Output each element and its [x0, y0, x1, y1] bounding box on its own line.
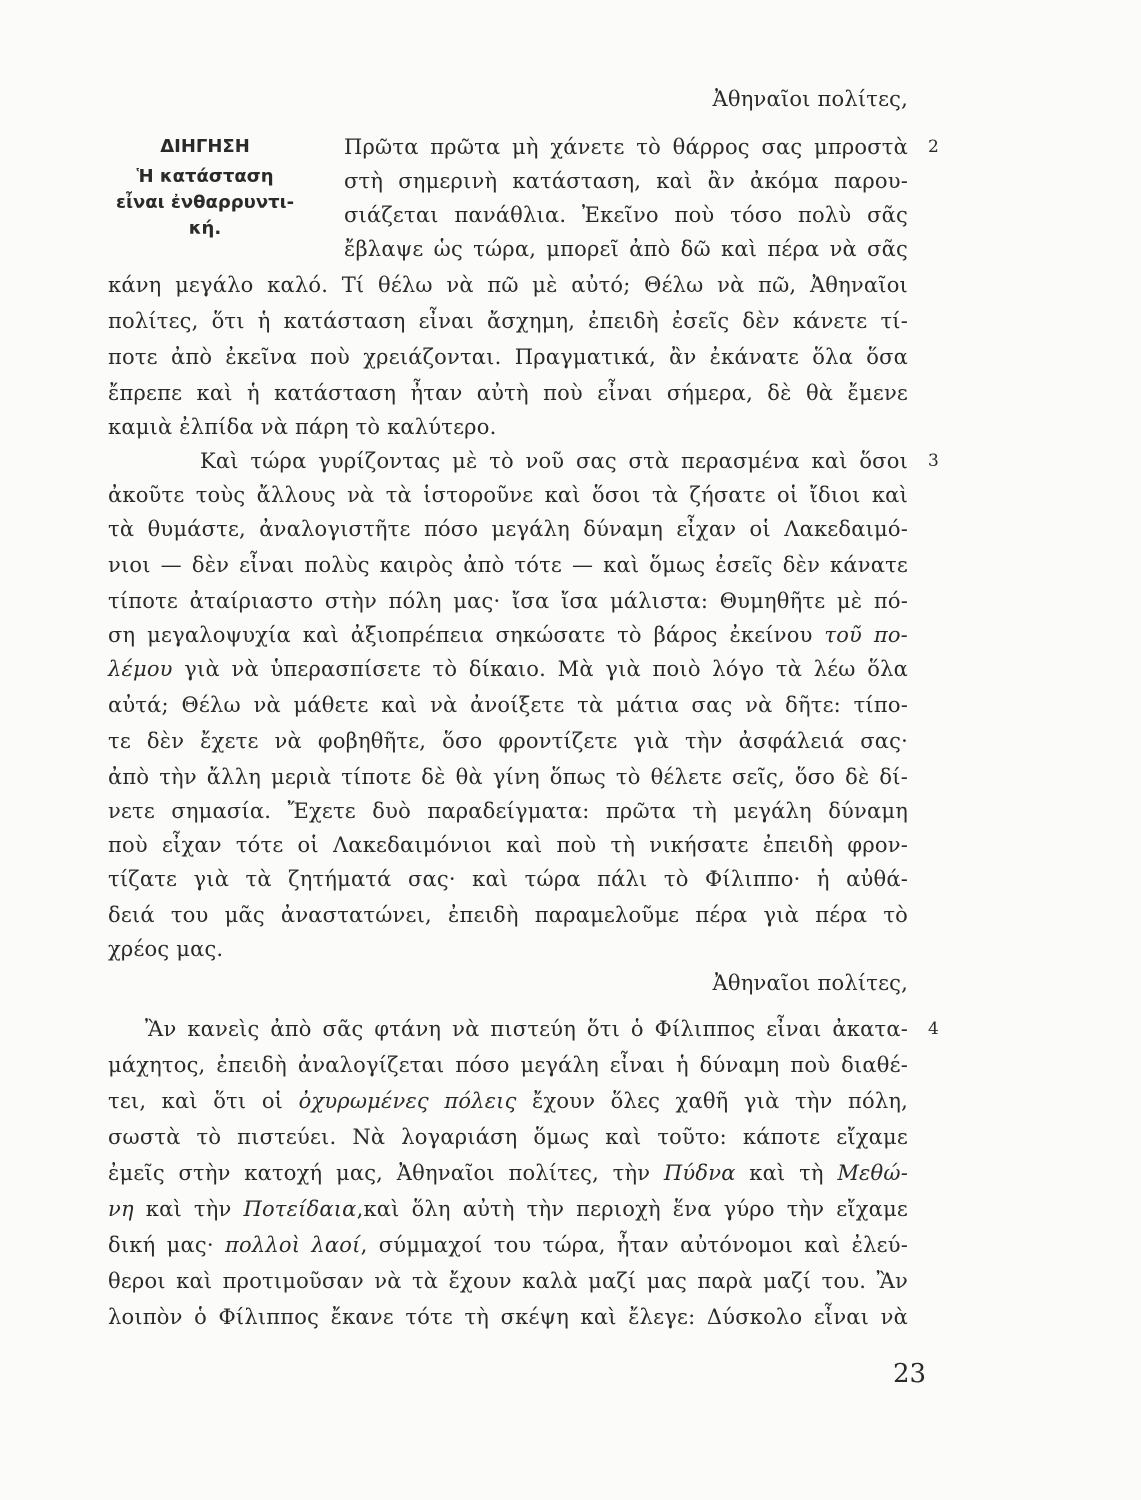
text-line: τίποτε ἀταίριαστο στὴν πόλη μας· ἴσα ἴσα μάλιστα: Θυμηθῆτε μὲ πό-: [108, 589, 908, 613]
page-number: 23: [893, 1359, 927, 1389]
text-line: τε δὲν ἔχετε νὰ φοβηθῆτε, ὅσο φροντίζετε γιὰ τὴν ἀσφάλειά σας·: [108, 729, 908, 753]
text-line: ἀκοῦτε τοὺς ἄλλους νὰ τὰ ἱστοροῦνε καὶ ὅσοι τὰ ζήσατε οἱ ἴδιοι καὶ: [108, 483, 908, 507]
address-line-2: Ἀθηναῖοι πολίτες,: [712, 971, 908, 995]
paragraph-number: 4: [928, 1019, 939, 1039]
text-line: λοιπὸν ὁ Φίλιππος ἔκανε τότε τὴ σκέψη καὶ ἔλεγε: Δύσκολο εἶναι νὰ: [108, 1305, 908, 1329]
italic-segment: νη: [108, 1197, 134, 1221]
text-line: Καὶ τώρα γυρίζοντας μὲ τὸ νοῦ σας στὰ περασμένα καὶ ὅσοι: [200, 449, 908, 473]
margin-note-title: ΔΙΗΓΗΣΗ: [160, 136, 250, 157]
text-line: χρέος μας.: [108, 937, 224, 961]
text-segment: ,καὶ ὅλη αὐτὴ τὴν περιοχὴ ἕνα γύρο τὴν εἴχαμε: [356, 1197, 908, 1221]
text-segment: καὶ τὴν: [133, 1197, 244, 1221]
text-line: Ἂν κανεὶς ἀπὸ σᾶς φτάνη νὰ πιστεύη ὅτι ὁ Φίλιππος εἶναι ἀκατα-: [145, 1017, 908, 1041]
text-line: σιάζεται πανάθλια. Ἐκεῖνο ποὺ τόσο πολὺ σᾶς: [344, 203, 908, 227]
text-line: ἀπὸ τὴν ἄλλη μεριὰ τίποτε δὲ θὰ γίνη ὅπως τὸ θέλετε σεῖς, ὅσο δὲ δί-: [108, 765, 908, 789]
text-line: [108, 1088, 908, 1115]
italic-segment: πολλοὶ λαοί: [224, 1233, 361, 1257]
text-line: τίζατε γιὰ τὰ ζητήματά σας· καὶ τώρα πάλι τὸ Φίλιππο· ἡ αὐθά-: [108, 867, 908, 891]
text-segment: καὶ τὴ: [735, 1161, 838, 1185]
italic-segment: ὀχυρωμένες πόλεις: [298, 1089, 517, 1113]
italic-segment: Ποτείδαια: [243, 1197, 357, 1221]
italic-segment: Πύδνα: [663, 1161, 736, 1185]
text-line: Πρῶτα πρῶτα μὴ χάνετε τὸ θάρρος σας μπροστὰ: [344, 135, 908, 159]
text-segment: δική μας·: [108, 1233, 225, 1257]
text-segment: ση μεγαλοψυχία καὶ ἀξιοπρέπεια σηκώσατε τὸ βάρος ἐκείνου: [108, 623, 813, 647]
text-line: σωστὰ τὸ πιστεύει. Νὰ λογαριάση ὅμως καὶ τοῦτο: κάποτε εἴχαμε: [108, 1125, 908, 1149]
text-segment: γιὰ νὰ ὑπερασπίσετε τὸ δίκαιο. Μὰ γιὰ ποιὸ λόγο τὰ λέω ὅλα: [172, 657, 908, 681]
italic-segment: λέμου: [108, 657, 173, 681]
text-line: ἔβλαψε ὡς τώρα, μπορεῖ ἀπὸ δῶ καὶ πέρα νὰ σᾶς: [344, 237, 908, 261]
text-segment: , σύμμαχοί του τώρα, ἦταν αὐτόνομοι καὶ ἐλεύ-: [360, 1233, 908, 1257]
margin-note-line: Ἡ κατάσταση: [136, 166, 274, 187]
text-line: [108, 656, 908, 683]
text-line: ἔπρεπε καὶ ἡ κατάσταση ἦταν αὐτὴ ποὺ εἶναι σήμερα, δὲ θὰ ἔμενε: [108, 381, 908, 405]
text-line: [108, 622, 908, 649]
address-line-1: Ἀθηναῖοι πολίτες,: [712, 87, 908, 111]
text-line: ποὺ εἶχαν τότε οἱ Λακεδαιμόνιοι καὶ ποὺ τὴ νικήσατε ἐπειδὴ φρον-: [108, 833, 908, 857]
text-segment: ἔχουν ὅλες χαθῆ γιὰ τὴν πόλη,: [516, 1089, 908, 1113]
text-line: δειά του μᾶς ἀναστατώνει, ἐπειδὴ παραμελοῦμε πέρα γιὰ πέρα τὸ: [108, 903, 908, 927]
margin-note-line: κή.: [188, 218, 222, 239]
paragraph-number: 2: [928, 137, 939, 157]
text-line: ποτε ἀπὸ ἐκεῖνα ποὺ χρειάζονται. Πραγματικά, ἂν ἐκάνατε ὅλα ὅσα: [108, 345, 908, 369]
text-line: [108, 1196, 908, 1223]
text-line: κάνη μεγάλο καλό. Τί θέλω νὰ πῶ μὲ αὐτό; Θέλω νὰ πῶ, Ἀθηναῖοι: [108, 273, 908, 297]
italic-segment: Μεθώ-: [837, 1161, 908, 1185]
text-line: τὰ θυμάστε, ἀναλογιστῆτε πόσο μεγάλη δύναμη εἶχαν οἱ Λακεδαιμό-: [108, 517, 908, 541]
text-line: στὴ σημερινὴ κατάσταση, καὶ ἂν ἀκόμα παρου-: [344, 169, 908, 193]
italic-segment: τοῦ πο-: [824, 623, 908, 647]
text-segment: ἐμεῖς στὴν κατοχή μας, Ἀθηναῖοι πολίτες, τὴν: [108, 1161, 664, 1185]
text-segment: τει, καὶ ὅτι οἱ: [108, 1089, 299, 1113]
text-line: θεροι καὶ προτιμοῦσαν νὰ τὰ ἔχουν καλὰ μαζί μας παρὰ μαζί του. Ἂν: [108, 1269, 908, 1293]
text-line: νιοι — δὲν εἶναι πολὺς καιρὸς ἀπὸ τότε — καὶ ὅμως ἐσεῖς δὲν κάνατε: [108, 553, 908, 577]
text-line: [108, 1232, 908, 1259]
margin-note-line: εἶναι ἐνθαρρυντι-: [115, 192, 295, 213]
text-line: [108, 1160, 908, 1187]
text-line: αὐτά; Θέλω νὰ μάθετε καὶ νὰ ἀνοίξετε τὰ μάτια σας νὰ δῆτε: τίπο-: [108, 693, 908, 717]
text-line: μάχητος, ἐπειδὴ ἀναλογίζεται πόσο μεγάλη εἶναι ἡ δύναμη ποὺ διαθέ-: [108, 1053, 908, 1077]
text-line: καμιὰ ἐλπίδα νὰ πάρη τὸ καλύτερο.: [108, 415, 497, 439]
text-line: νετε σημασία. Ἔχετε δυὸ παραδείγματα: πρῶτα τὴ μεγάλη δύναμη: [108, 799, 908, 823]
paragraph-number: 3: [928, 451, 939, 471]
text-line: πολίτες, ὅτι ἡ κατάσταση εἶναι ἄσχημη, ἐπειδὴ ἐσεῖς δὲν κάνετε τί-: [108, 309, 908, 333]
